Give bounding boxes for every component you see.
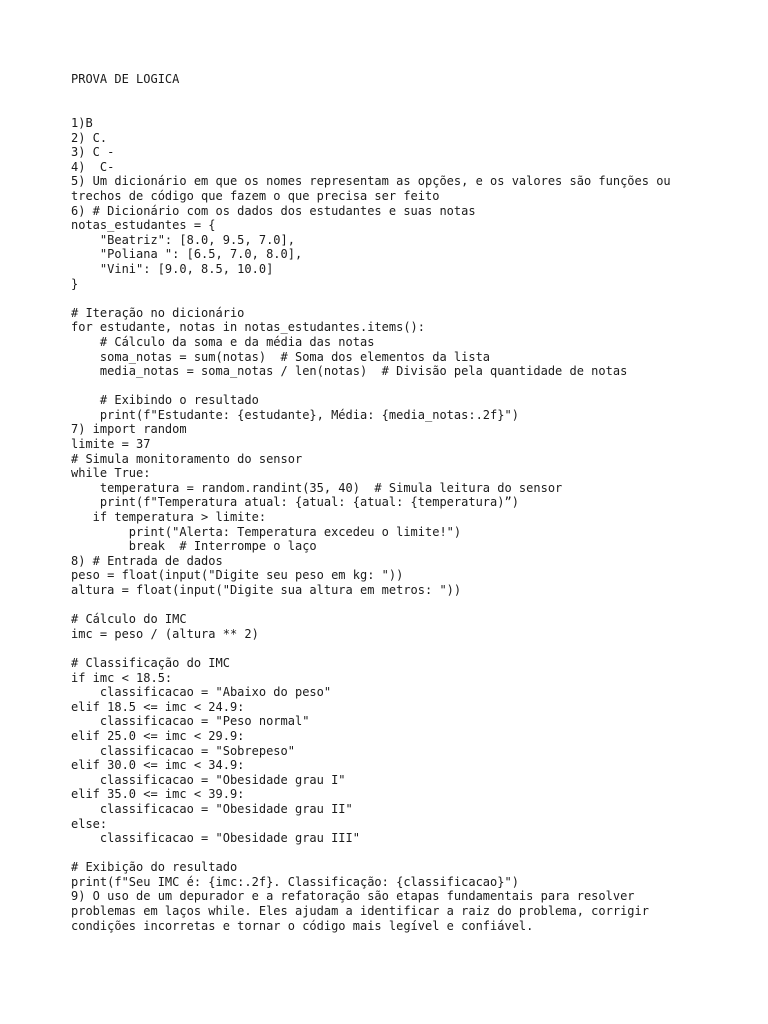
document-line: classificacao = "Obesidade grau II" [71,801,353,816]
document-line: classificacao = "Obesidade grau I" [71,772,346,787]
document-line: for estudante, notas in notas_estudantes.items(): [71,320,426,335]
document-line: # Exibindo o resultado [71,393,259,408]
document-line: soma_notas = sum(notas) # Soma dos elementos da lista [71,349,491,364]
document-line: temperatura = random.randint(35, 40) # Simula leitura do sensor [71,480,563,495]
document-line: "Beatriz": [8.0, 9.5, 7.0], [71,232,295,247]
document-line [71,641,731,656]
document-line: imc = peso / (altura ** 2) [71,626,259,641]
document-title: PROVA DE LOGICA [71,72,180,86]
document-line: # Iteração no dicionário [71,305,245,320]
document-line: "Poliana ": [6.5, 7.0, 8.0], [71,247,303,262]
document-body [71,116,731,933]
document-line: classificacao = "Peso normal" [71,714,310,729]
document-line: 9) O uso de um depurador e a refatoração são etapas fundamentais para resolver [71,889,635,904]
document-line: classificacao = "Sobrepeso" [71,743,295,758]
document-line: 3) C - [71,145,115,160]
document-line: classificacao = "Obesidade grau III" [71,831,360,846]
document-line: 8) # Entrada de dados [71,553,223,568]
document-line: 7) import random [71,422,187,437]
document-line [71,291,731,306]
document-line: if temperatura > limite: [71,510,267,525]
document-line: print(f"Temperatura atual: {atual: {atual: {temperatura)”) [71,495,519,510]
document-line: break # Interrompe o laço [71,539,317,554]
document-line: limite = 37 [71,437,151,452]
document-line: # Exibição do resultado [71,860,238,875]
document-line: while True: [71,466,151,481]
document-line: else: [71,816,108,831]
document-line: if imc < 18.5: [71,670,173,685]
document-line: # Classificação do IMC [71,655,230,670]
document-line: trechos de código que fazem o que precisa ser feito [71,188,440,203]
document-line: problemas em laços while. Eles ajudam a identificar a raiz do problema, corrigir [71,904,649,919]
document-line: print("Alerta: Temperatura excedeu o limite!") [71,524,462,539]
document-line [71,598,731,613]
document-line: print(f"Seu IMC é: {imc:.2f}. Classificação: {classificacao}") [71,874,519,889]
document-line: elif 35.0 <= imc < 39.9: [71,787,245,802]
document-line: classificacao = "Abaixo do peso" [71,685,332,700]
document-line [71,846,731,861]
document-line [71,379,731,394]
document-line: 1)B [71,116,93,130]
document-line: # Cálculo do IMC [71,612,187,627]
document-line: elif 30.0 <= imc < 34.9: [71,758,245,773]
document-line: elif 18.5 <= imc < 24.9: [71,699,245,714]
document-line: 6) # Dicionário com os dados dos estudantes e suas notas [71,203,476,218]
document-line: condições incorretas e tornar o código mais legível e confiável. [71,918,534,933]
document-line: notas_estudantes = { [71,218,216,233]
document-line: media_notas = soma_notas / len(notas) # Divisão pela quantidade de notas [71,364,628,379]
document-line: print(f"Estudante: {estudante}, Média: {media_notas:.2f}") [71,407,519,422]
document-line: # Simula monitoramento do sensor [71,451,303,466]
document-line: 5) Um dicionário em que os nomes representam as opções, e os valores são funções ou [71,174,671,189]
document-line: 4) C- [71,159,115,174]
document-line: elif 25.0 <= imc < 29.9: [71,728,245,743]
document-line: 2) C. [71,130,108,145]
document-line: } [71,276,79,291]
document-line: "Vini": [9.0, 8.5, 10.0] [71,261,274,276]
document-line: peso = float(input("Digite seu peso em kg: ")) [71,568,404,583]
document-line: # Cálculo da soma e da média das notas [71,334,375,349]
document-line: altura = float(input("Digite sua altura em metros: ")) [71,583,462,597]
